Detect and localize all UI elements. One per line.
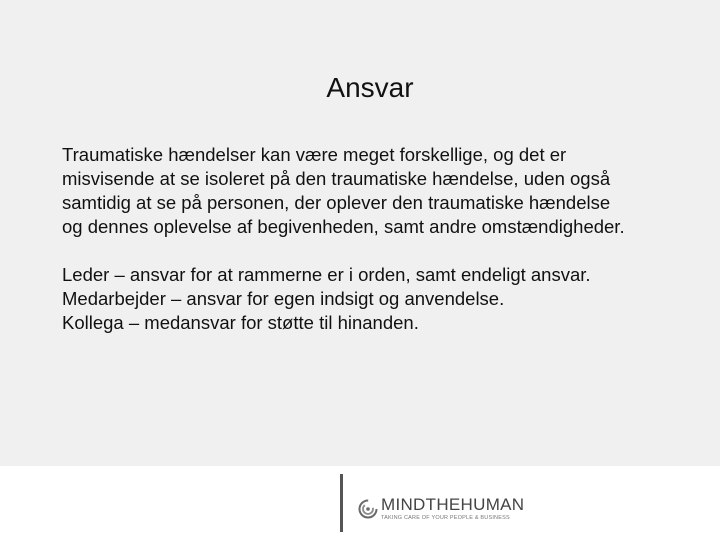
role-leder: Leder – ansvar for at rammerne er i orden, samt endeligt ansvar. xyxy=(62,264,591,285)
logo-wordmark: MINDTHEHUMAN xyxy=(381,495,525,514)
footer-divider xyxy=(340,474,343,532)
logo-tagline: TAKING CARE OF YOUR PEOPLE & BUSINESS xyxy=(381,515,510,521)
intro-line: misvisende at se isoleret på den traumatiske hændelse, uden også xyxy=(62,168,611,189)
role-kollega: Kollega – medansvar for støtte til hinanden. xyxy=(62,312,419,333)
slide-footer xyxy=(0,466,720,540)
intro-line: Traumatiske hændelser kan være meget forskellige, og det er xyxy=(62,144,567,165)
intro-line: samtidig at se på personen, der oplever den traumatiske hændelse xyxy=(62,192,611,213)
spiral-logo-icon xyxy=(358,499,378,519)
slide-body xyxy=(62,143,702,335)
role-medarbejder: Medarbejder – ansvar for egen indsigt og anvendelse. xyxy=(62,288,505,309)
intro-line: og dennes oplevelse af begivenheden, samt andre omstændigheder. xyxy=(62,216,625,237)
slide-title: Ansvar xyxy=(326,72,414,103)
company-logo xyxy=(358,496,524,522)
paragraph-spacer xyxy=(62,239,702,263)
